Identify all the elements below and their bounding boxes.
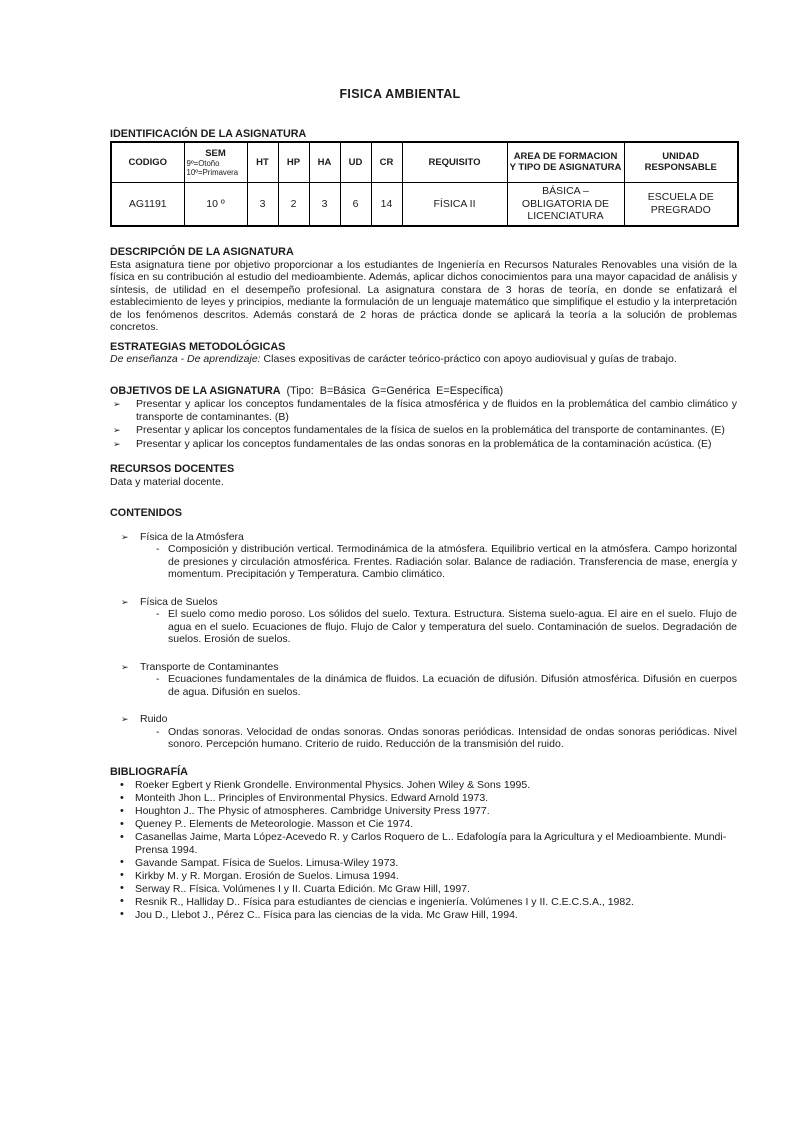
dot-bullet-icon: • xyxy=(120,791,124,804)
header-codigo: CODIGO xyxy=(111,142,184,182)
bibliografia-item xyxy=(110,857,737,870)
objetivos-list xyxy=(110,398,737,450)
dash-bullet-icon: - xyxy=(156,725,160,738)
section-descripcion xyxy=(110,246,737,334)
bibliografia-text: Resnik R., Halliday D.. Física para estudiantes de ciencias e ingeniería. Volúmenes I y II. C.E.C.S.A., 1982. xyxy=(135,895,634,908)
objetivo-item xyxy=(110,438,737,451)
bibliografia-item xyxy=(110,883,737,896)
bibliografia-item xyxy=(110,909,737,922)
header-sem-title: SEM xyxy=(205,147,226,159)
cell-cr: 14 xyxy=(371,182,402,226)
recursos-text: Data y material docente. xyxy=(110,475,224,488)
dot-bullet-icon: • xyxy=(120,869,124,881)
objetivo-text: Presentar y aplicar los conceptos fundamentales de las ondas sonoras en la problemática de la contaminación acústica. (E) xyxy=(136,437,712,450)
header-ud: UD xyxy=(340,142,371,182)
header-sem xyxy=(184,142,247,182)
dash-bullet-icon: - xyxy=(156,673,160,685)
arrow-bullet-icon: ➢ xyxy=(113,399,121,409)
contenido-title: Transporte de Contaminantes xyxy=(140,660,279,673)
bibliografia-list xyxy=(110,779,737,921)
contenido-title-row xyxy=(110,661,737,674)
bibliografia-text: Monteith Jhon L.. Principles of Environmental Physics. Edward Arnold 1973. xyxy=(135,792,489,804)
section-bibliografia xyxy=(110,766,737,922)
estrategias-text: Clases expositivas de carácter teórico-práctico con apoyo audiovisual y guías de trabajo. xyxy=(260,353,677,365)
dot-bullet-icon: • xyxy=(120,804,124,817)
cell-requisito: FÍSICA II xyxy=(402,182,507,226)
contenido-item xyxy=(110,713,737,751)
contenido-detail-row xyxy=(110,673,737,698)
bibliografia-text: Houghton J.. The Physic of atmospheres. Cambridge University Press 1977. xyxy=(135,805,490,817)
bibliografia-item xyxy=(110,831,737,856)
objetivos-heading-tipo: (Tipo: B=Básica G=Genérica E=Específica) xyxy=(280,384,504,397)
objetivos-heading-main: OBJETIVOS DE LA ASIGNATURA xyxy=(110,384,281,397)
contenido-title-row xyxy=(110,531,737,544)
estrategias-line xyxy=(110,353,737,366)
objetivo-text: Presentar y aplicar los conceptos fundamentales de la física atmosférica y de fluidos en la problemática del cambio climático y transporte de contaminantes. (B) xyxy=(136,398,737,423)
header-cr: CR xyxy=(371,142,402,182)
section-objetivos xyxy=(110,385,737,451)
bibliografia-item xyxy=(110,779,737,792)
cell-ha: 3 xyxy=(309,182,340,226)
bibliografia-text: Jou D., Llebot J., Pérez C.. Física para las ciencias de la vida. Mc Graw Hill, 1994. xyxy=(135,908,518,921)
dot-bullet-icon: • xyxy=(120,830,124,843)
contenido-detail-row xyxy=(110,543,737,581)
contenido-detail: El suelo como medio poroso. Los sólidos del suelo. Textura. Estructura. Sistema suelo-agua. El aire en el suelo. Flujo de agua en el suelo. Ecuaciones de flujo. Flujo de Calor y temperatura del suelo. Contaminación de suelos. Degradación de suelos. Erosión de suelos. xyxy=(168,608,737,645)
cell-ht: 3 xyxy=(247,182,278,226)
dash-bullet-icon: - xyxy=(156,608,160,620)
document-body xyxy=(110,128,737,922)
identificacion-heading: IDENTIFICACIÓN DE LA ASIGNATURA xyxy=(110,127,307,140)
contenido-item xyxy=(110,661,737,699)
bibliografia-item xyxy=(110,805,737,818)
bibliografia-text: Serway R.. Física. Volúmenes I y II. Cuarta Edición. Mc Graw Hill, 1997. xyxy=(135,882,470,895)
header-ha: HA xyxy=(309,142,340,182)
estrategias-heading: ESTRATEGIAS METODOLÓGICAS xyxy=(110,340,286,353)
contenidos-heading: CONTENIDOS xyxy=(110,507,182,519)
cell-codigo: AG1191 xyxy=(111,182,184,226)
bibliografia-text: Casanellas Jaime, Marta López-Acevedo R. y Carlos Roquero de L.. Edafología para la Agricultura y el Medioambiente. Mundi-Prensa 1994. xyxy=(135,831,727,856)
header-hp: HP xyxy=(278,142,309,182)
dash-bullet-icon: - xyxy=(156,543,160,555)
section-contenidos xyxy=(110,507,737,751)
contenido-title: Ruido xyxy=(140,713,168,725)
bibliografia-text: Roeker Egbert y Rienk Grondelle. Environmental Physics. Johen Wiley & Sons 1995. xyxy=(135,779,531,791)
contenido-title-row xyxy=(110,596,737,609)
objetivos-heading xyxy=(110,385,737,398)
contenido-item xyxy=(110,596,737,646)
bibliografia-item xyxy=(110,792,737,805)
arrow-bullet-icon: ➢ xyxy=(121,596,129,607)
descripcion-heading: DESCRIPCIÓN DE LA ASIGNATURA xyxy=(110,246,294,258)
objetivo-text: Presentar y aplicar los conceptos fundamentales de la física de suelos en la problemática del transporte de contaminantes. (E) xyxy=(136,424,725,436)
arrow-bullet-icon: ➢ xyxy=(121,714,129,724)
contenido-title: Física de la Atmósfera xyxy=(140,530,244,543)
bibliografia-item xyxy=(110,818,737,831)
header-sem-note-otono: 9º=Otoño xyxy=(186,158,220,168)
bibliografia-text: Gavande Sampat. Física de Suelos. Limusa-Wiley 1973. xyxy=(135,856,399,869)
contenidos-list xyxy=(110,531,737,751)
dot-bullet-icon: • xyxy=(120,882,124,894)
cell-sem: 10 º xyxy=(184,182,247,226)
cell-ud: 6 xyxy=(340,182,371,226)
bibliografia-item xyxy=(110,870,737,883)
estrategias-lead: De enseñanza - De aprendizaje: xyxy=(110,353,261,365)
contenido-detail: Ecuaciones fundamentales de la dinámica de fluidos. La ecuación de difusión. Difusión atmosférica. Difusión en cuerpos de agua. Difusión en suelos. xyxy=(168,673,737,698)
cell-area-formacion: BÁSICA – OBLIGATORIA DE LICENCIATURA xyxy=(507,182,624,226)
arrow-bullet-icon: ➢ xyxy=(121,531,129,542)
header-sem-note-primavera: 10º=Primavera xyxy=(186,167,239,177)
bibliografia-text: Queney P.. Elements de Meteorologie. Masson et Cie 1974. xyxy=(135,818,414,830)
arrow-bullet-icon: ➢ xyxy=(113,425,121,435)
contenido-detail: Composición y distribución vertical. Termodinámica de la atmósfera. Equilibrio vertical en la atmósfera. Campo horizontal de presiones y circulación atmosférica. Frentes. Radiación solar. Balance de radiación. Transferencia de mase, energía y momentum. Precipitación y Temperatura. Cambio climático. xyxy=(168,543,737,580)
bibliografia-item xyxy=(110,896,737,909)
cell-hp: 2 xyxy=(278,182,309,226)
section-identificacion xyxy=(110,128,737,228)
dot-bullet-icon: • xyxy=(120,856,124,868)
contenido-title: Física de Suelos xyxy=(140,595,218,608)
contenido-item xyxy=(110,531,737,581)
contenido-detail-row xyxy=(110,726,737,751)
contenido-detail-row xyxy=(110,608,737,646)
recursos-heading: RECURSOS DOCENTES xyxy=(110,463,235,475)
descripcion-paragraph: Esta asignatura tiene por objetivo proporcionar a los estudiantes de Ingeniería en Recursos Naturales Renovables una visión de la física en su contribución al estudio del medioambiente. Además, aplicar dichos conocimientos para una mayor capacidad de análisis y síntesis, de utilidad en el desempeño profesional. La asignatura constara de 3 horas de teoría, en donde se enfatizará el establecimiento de leyes y principios, mediante la formulación de un lenguaje matemático que simplifique el estudio y la interpretación de los fenómenos descritos. Además constará de 2 horas de práctica donde se aplicará la teoría a la solución de problemas concretos. xyxy=(110,258,737,333)
dot-bullet-icon: • xyxy=(120,817,124,830)
objetivo-item xyxy=(110,398,737,423)
section-recursos xyxy=(110,463,737,488)
bibliografia-text: Kirkby M. y R. Morgan. Erosión de Suelos. Limusa 1994. xyxy=(135,869,399,882)
arrow-bullet-icon: ➢ xyxy=(121,661,129,672)
contenido-title-row xyxy=(110,713,737,726)
header-ht: HT xyxy=(247,142,278,182)
page-title: FISICA AMBIENTAL xyxy=(339,87,461,101)
dot-bullet-icon: • xyxy=(120,908,124,920)
section-estrategias xyxy=(110,341,737,366)
objetivo-item xyxy=(110,424,737,437)
table-row xyxy=(111,182,738,226)
identificacion-table xyxy=(110,141,739,227)
cell-unidad-responsable: ESCUELA DE PREGRADO xyxy=(624,182,738,226)
header-requisito: REQUISITO xyxy=(402,142,507,182)
dot-bullet-icon: • xyxy=(120,895,124,907)
arrow-bullet-icon: ➢ xyxy=(113,438,121,449)
header-unidad-responsable: UNIDAD RESPONSABLE xyxy=(624,142,738,182)
contenido-detail: Ondas sonoras. Velocidad de ondas sonoras. Ondas sonoras periódicas. Intensidad de ondas sonoras periódicas. Nivel sonoro. Percepción humano. Criterio de ruido. Reducción de la transmisión del ruido. xyxy=(168,725,737,750)
bibliografia-heading: BIBLIOGRAFÍA xyxy=(110,765,188,778)
header-area-formacion: AREA DE FORMACION Y TIPO DE ASIGNATURA xyxy=(507,142,624,182)
dot-bullet-icon: • xyxy=(120,778,124,791)
